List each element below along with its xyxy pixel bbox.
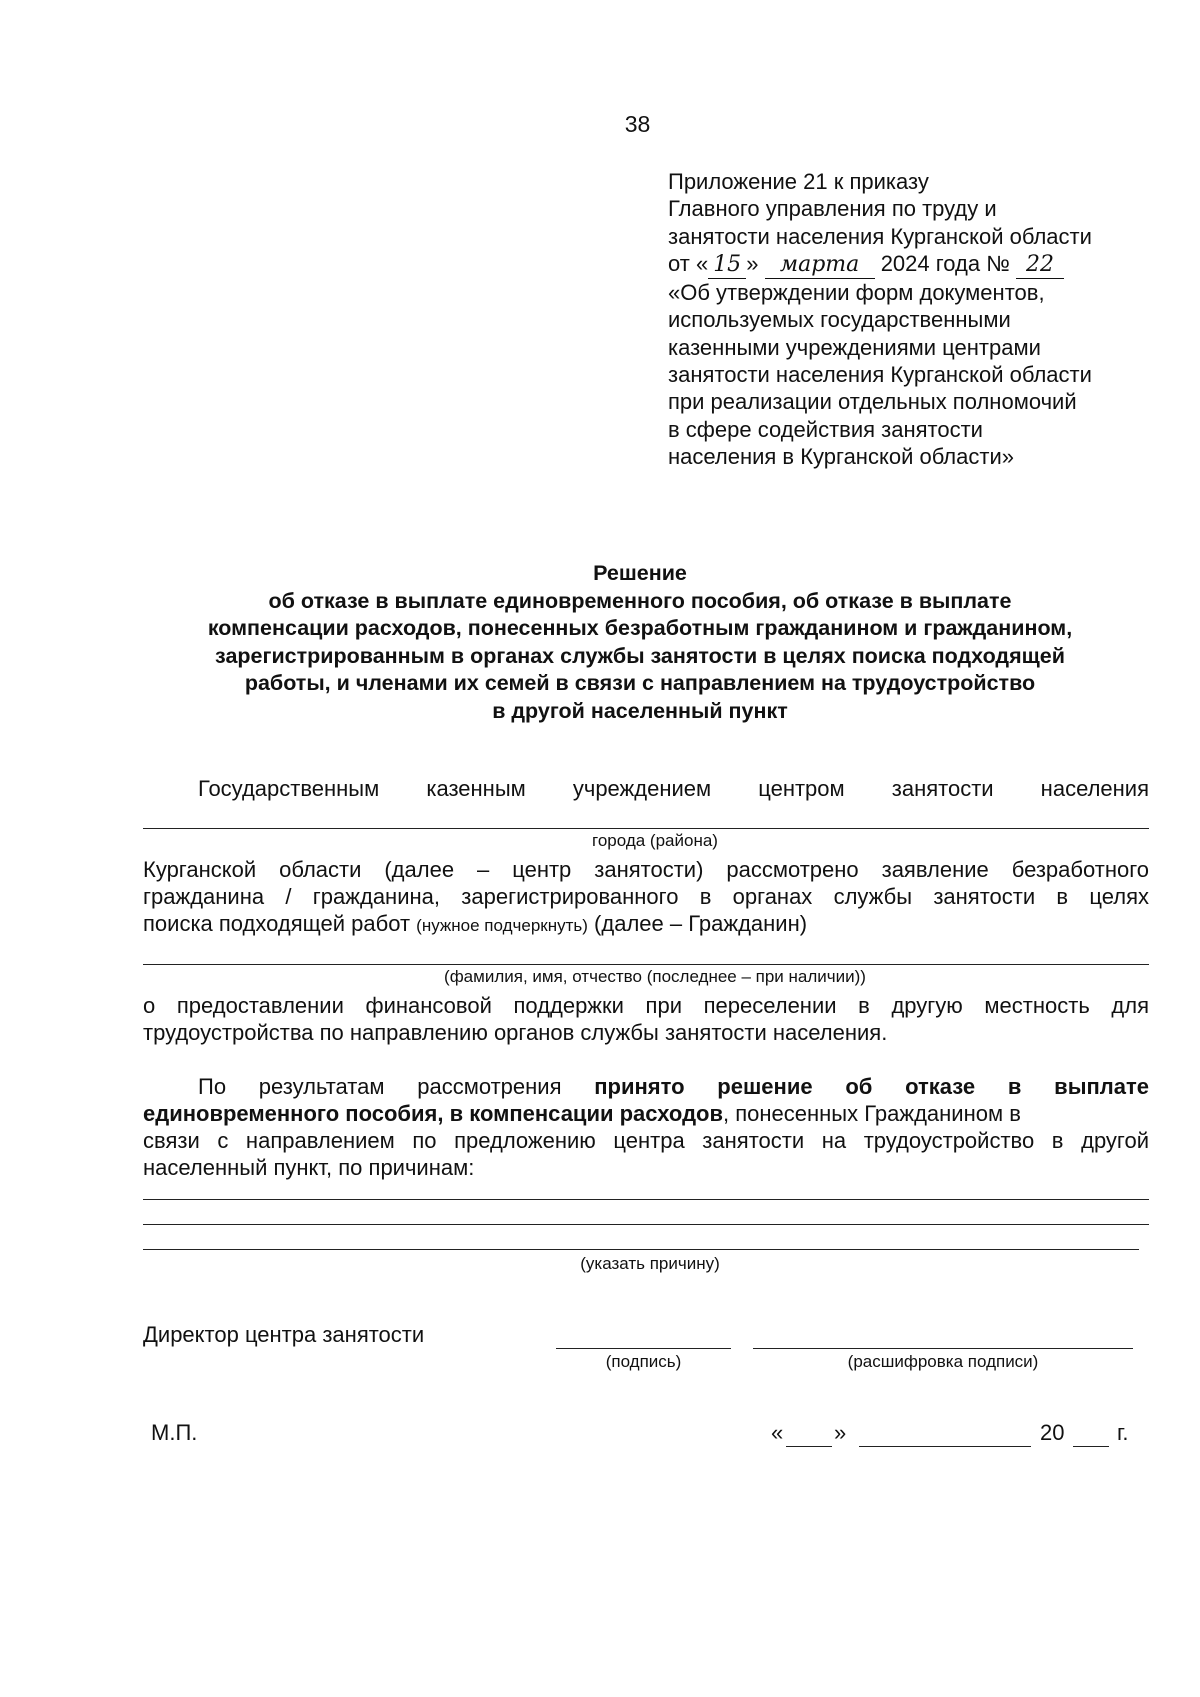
para1-text: поиска подходящей работ [143,911,411,936]
title-line: в другой населенный пункт [492,698,788,723]
caption-reason: (указать причину) [580,1254,720,1273]
title-line: об отказе в выплате единовременного пособия, об отказе в выплате [268,588,1012,613]
para3-text: , понесенных Гражданином в [723,1101,1021,1126]
handwritten-day: 15 [708,251,746,279]
caption-city: города (района) [592,831,718,850]
title-line: компенсации расходов, понесенных безработным гражданином и гражданином, [207,616,1073,640]
director-label: Директор центра занятости [143,1322,425,1347]
appendix-line: в сфере содействия занятости [668,416,983,442]
appendix-line: занятости населения Курганской области [668,362,1092,388]
date-day-line [786,1446,832,1447]
intro-line: Государственным казенным учреждением центром занятости населения [198,776,1149,801]
caption-fio: (фамилия, имя, отчество (последнее – при наличии)) [444,967,866,986]
appendix-line: Приложение 21 к приказу [668,169,929,194]
paragraph-line: связи с направлением по предложению центра занятости на трудоустройство в другой [143,1128,1149,1153]
date-prefix: от « [668,250,709,276]
appendix-line: занятости населения Курганской области [668,223,1092,249]
paragraph-line: населенный пункт, по причинам: [143,1155,475,1180]
signature-decode-line [753,1348,1133,1349]
appendix-line: при реализации отдельных полномочий [668,389,1077,415]
para3-text: По результатам рассмотрения [198,1074,562,1099]
fill-line-reason [143,1224,1149,1225]
appendix-block [668,168,1148,470]
paragraph-line: Курганской области (далее – центр занятости) рассмотрено заявление безработного [143,857,1149,882]
signature-line [556,1348,731,1349]
date-year: 2024 года № [880,250,1010,276]
appendix-line: используемых государственными [668,307,1011,333]
date-open-quote: « [771,1420,784,1445]
fill-line-reason [143,1249,1139,1250]
paragraph-line: гражданина / гражданина, зарегистрированного в органах службы занятости в целях [143,884,1149,909]
fill-line-city [143,828,1149,829]
paragraph-line: трудоустройства по направлению органов службы занятости населения. [143,1020,888,1045]
caption-signature: (подпись) [605,1352,682,1371]
date-close-quote: » [834,1420,847,1445]
date-year-prefix: 20 [1040,1420,1065,1445]
caption-signature-decode: (расшифровка подписи) [847,1352,1039,1371]
appendix-line: казенными учреждениями центрами [668,334,1041,360]
appendix-line: населения в Курганской области» [668,443,1014,469]
fill-line-fio [143,964,1149,965]
paragraph-line [143,1101,1149,1128]
stamp-label: М.П. [151,1420,198,1445]
paragraph-line [143,911,1149,940]
page-number: 38 [624,111,651,137]
handwritten-month: марта [765,251,875,279]
appendix-line: Главного управления по труду и [668,196,997,222]
para1-text: (далее – Гражданин) [594,911,808,936]
title-heading: Решение [593,561,687,585]
title-line: зарегистрированным в органах службы занятости в целях поиска подходящей [215,643,1065,668]
title-line: работы, и членами их семей в связи с направлением на трудоустройство [244,671,1036,695]
paragraph-line: о предоставлении финансовой поддержки при переселении в другую местность для [143,993,1149,1018]
fill-line-reason [143,1199,1149,1200]
underline-hint: (нужное подчеркнуть) [416,916,588,935]
paragraph-line [198,1074,1149,1101]
handwritten-order-number: 22 [1016,251,1064,279]
document-title [130,560,1150,725]
appendix-line: «Об утверждении форм документов, [668,280,1045,306]
para3-bold: единовременного пособия, в компенсации расходов [143,1101,723,1126]
appendix-date-line [668,250,1148,279]
date-year-line [1073,1446,1109,1447]
date-year-suffix: г. [1117,1420,1129,1445]
date-month-line [859,1446,1031,1447]
date-mid: » [746,250,759,276]
para3-bold: принято решение об отказе в выплате [594,1074,1149,1099]
